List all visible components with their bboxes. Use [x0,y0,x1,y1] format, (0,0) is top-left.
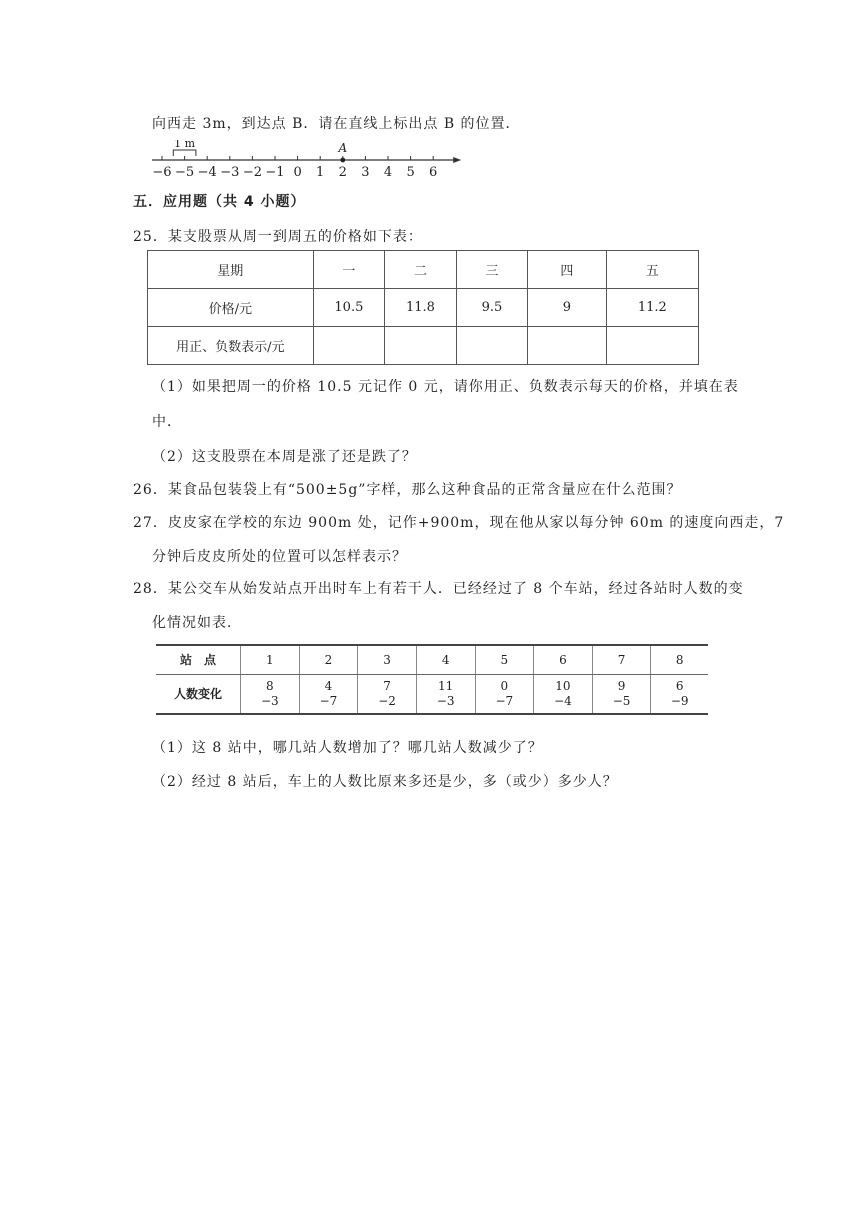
change-on: 0 [500,679,509,693]
change-off: −4 [554,694,572,708]
change-on: 8 [265,679,274,693]
section-title: 五．应用题（共 4 小题） [133,194,306,210]
change-cell [358,675,417,715]
change-on: 10 [555,679,571,693]
stock-header-cell: 四 [528,251,606,289]
q28-part1: （1）这 8 站中，哪几站人数增加了？哪几站人数减少了？ [152,740,543,756]
blank-cell [606,327,698,365]
tick-label: −4 [197,165,217,180]
change-off: −3 [436,694,455,708]
change-cell [651,675,708,715]
unit-bracket [173,150,196,156]
station-label-cell: 站 点 [156,645,241,675]
stock-header-cell: 三 [456,251,527,289]
change-cell [592,675,651,715]
stock-header-cell: 二 [385,251,457,289]
price-label-cell: 价格/元 [148,289,314,327]
stock-header-cell: 星期 [148,251,314,289]
tick-label: 0 [293,165,302,180]
change-label-cell: 人数变化 [173,686,222,701]
station-cell: 3 [358,645,417,675]
blank-cell [313,327,385,365]
blank-cell [528,327,606,365]
point-a-label: A [338,141,348,155]
stock-header-cell: 一 [313,251,385,289]
tick-label: −5 [175,165,195,180]
station-cell: 5 [475,645,534,675]
intro-line: 向西走 3m，到达点 B．请在直线上标出点 B 的位置． [152,116,521,132]
tick-label: 6 [429,165,438,180]
change-off: −3 [260,694,279,708]
q27-text-b: 分钟后皮皮所处的位置可以怎样表示？ [152,549,407,565]
change-cell [534,675,593,715]
signed-label-cell: 用正、负数表示/元 [148,327,314,365]
change-off: −2 [378,694,396,708]
price-cell: 9.5 [456,289,527,327]
change-cell [475,675,534,715]
change-off: −7 [319,694,338,708]
station-cell: 6 [534,645,593,675]
price-cell: 11.2 [606,289,698,327]
tick-label: −6 [152,165,172,180]
tick-label: −3 [220,165,240,180]
tick-label: 3 [361,165,370,180]
blank-cell [385,327,457,365]
q28-text-a: 28．某公交车从始发站点开出时车上有若干人．已经经过了 8 个车站，经过各站时人数的变 [133,581,744,597]
q25-part1-b: 中． [152,414,182,430]
station-cell: 4 [416,645,475,675]
price-cell: 11.8 [385,289,457,327]
q28-part2: （2）经过 8 站后，车上的人数比原来多还是少，多（或少）多少人？ [152,774,618,790]
tick-label: −1 [265,165,285,180]
bus-table [156,644,708,715]
stock-table [147,250,699,365]
tick-label: 1 [316,165,325,180]
change-off: −7 [495,694,514,708]
tick-label: −2 [242,165,262,180]
tick-label: 4 [383,165,393,180]
change-on: 7 [383,679,391,693]
q26-text: 26．某食品包装袋上有“500±5g”字样，那么这种食品的正常含量应在什么范围？ [133,482,682,498]
axis-arrow [453,157,461,163]
stock-header-cell: 五 [606,251,698,289]
q27-text-a: 27．皮皮家在学校的东边 900m 处，记作+900m，现在他从家以每分钟 60m 的速度向西走，7 [133,515,785,531]
change-on: 9 [617,679,626,693]
tick-label: 2 [338,165,347,180]
change-on: 4 [324,679,333,693]
change-cell [241,675,300,715]
blank-cell [456,327,527,365]
q25-part2: （2）这支股票在本周是涨了还是跌了？ [152,449,417,465]
change-on: 6 [675,679,684,693]
price-cell: 10.5 [313,289,385,327]
station-cell: 1 [241,645,300,675]
q25-part1-a: （1）如果把周一的价格 10.5 元记作 0 元，请你用正、负数表示每天的价格，并填在表 [152,379,739,395]
price-cell: 9 [528,289,606,327]
station-cell: 8 [651,645,708,675]
change-off: −9 [670,694,689,708]
unit-label: 1 m [174,140,196,150]
q28-text-b: 化情况如表． [152,615,242,631]
q25-text: 25．某支股票从周一到周五的价格如下表： [133,229,423,245]
station-cell: 7 [592,645,651,675]
change-cell [299,675,358,715]
change-off: −5 [612,694,631,708]
tick-label: 5 [406,165,415,180]
number-line [152,140,462,182]
change-cell [416,675,475,715]
point-a-dot [340,158,345,163]
station-cell: 2 [299,645,358,675]
change-on: 11 [438,679,454,693]
